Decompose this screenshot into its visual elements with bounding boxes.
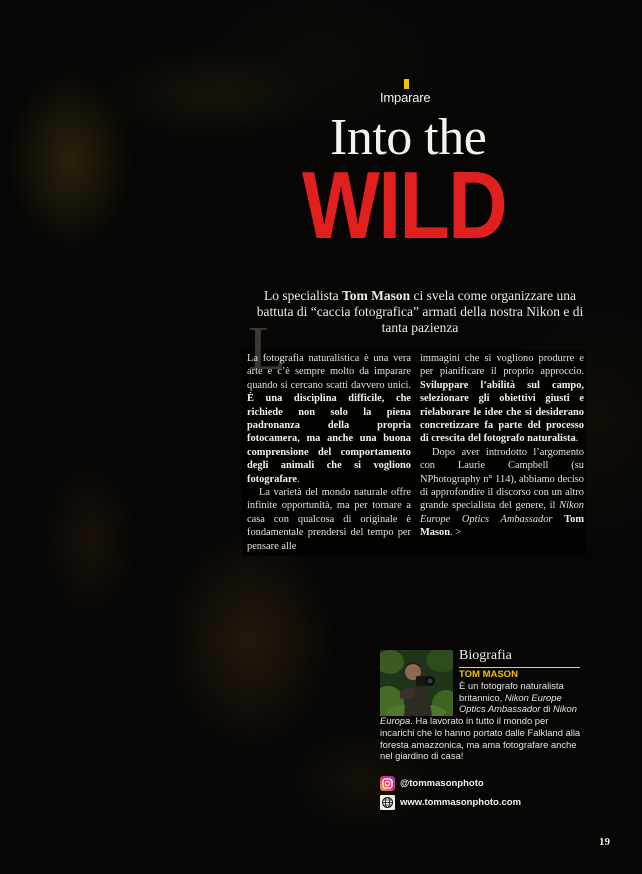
- standfirst-text-1: Lo specialista: [264, 288, 343, 303]
- p1-end: .: [297, 473, 300, 485]
- website-link[interactable]: [380, 795, 521, 810]
- instagram-icon: [380, 776, 395, 791]
- instagram-link[interactable]: [380, 776, 484, 791]
- standfirst-name: Tom Mason: [342, 288, 411, 303]
- page-number: 19: [599, 836, 610, 848]
- p3-end: . >: [450, 527, 462, 539]
- body-column-1: [247, 352, 411, 553]
- bio-text: [380, 680, 583, 762]
- p3-bold: Tom Mason: [420, 513, 584, 539]
- p3-italic: Nikon Europe Optics Ambassador: [420, 500, 584, 525]
- bio-text-5: . Ha lavorato in tutto il mondo per incarichi che lo hanno portato dalle Falkland alla foresta amazzonica, ma ama fotografare anche nel giardino di casa!: [380, 715, 581, 762]
- p2-text: La varietà del mondo naturale offre infinite opportunità, ma per tornare a casa con qualcosa di originale è fondamentale prendersi del tempo per pensare alle: [247, 487, 411, 552]
- bio-text-2: Nikon Europe Optics Ambassador: [459, 691, 562, 715]
- title-line-1: Into the: [330, 109, 487, 166]
- bio-text-3: di: [540, 703, 553, 715]
- paragraph-2: [247, 486, 411, 553]
- bio-title-rule: [459, 667, 580, 668]
- globe-icon: [380, 795, 395, 810]
- p2-end: .: [575, 433, 579, 445]
- drop-cap: L: [248, 315, 286, 383]
- paragraph-3: [420, 446, 584, 540]
- website-url: www.tommasonphoto.com: [400, 797, 522, 808]
- bio-title: Biografia: [459, 648, 512, 663]
- p2-cont-text: immagini che si vogliono produrre e per pianificare il proprio approccio.: [420, 353, 584, 378]
- bio-text-1: È un fotografo naturalista britannico,: [459, 680, 564, 703]
- paragraph-2-continued: [420, 352, 584, 446]
- p3-text: Dopo aver introdotto l’argomento con Laurie Campbell (su NPhotography n° 114), abbiamo deciso di approfondire il discorso con un altro grande specialista del genere, il: [420, 446, 584, 512]
- p2-bold: Sviluppare l’abilità sul campo, selezionare gli obiettivi giusti e rielaborare le idee che si desiderano concretizzare fa parte del processo di crescita del fotografo naturalista: [420, 379, 584, 445]
- section-label: Imparare: [380, 90, 431, 105]
- p1-bold: È una disciplina difficile, che richiede non solo la piena padronanza della propria fotocamera, ma anche una buona comprensione del comportamento degli animali che si vogliono fotografare: [247, 393, 411, 485]
- section-marker: [404, 79, 409, 89]
- body-column-2: [420, 352, 584, 540]
- instagram-handle: @tommasonphoto: [400, 778, 484, 789]
- standfirst: [255, 288, 585, 336]
- p3-space: [552, 514, 564, 525]
- bio-text-4: Nikon Europa: [380, 703, 577, 727]
- paragraph-1: [247, 352, 411, 486]
- p1-text: La fotografia naturalistica è una vera arte e c’è sempre molto da imparare quando si cercano scatti davvero unici.: [247, 353, 411, 391]
- bio-name: TOM MASON: [459, 669, 518, 680]
- title-line-2: WILD: [302, 152, 507, 259]
- bio-text-spacer: [380, 680, 459, 715]
- standfirst-text-2: ci svela come organizzare una battuta di “caccia fotografica” armati della nostra Nikon e di tanta pazienza: [256, 288, 584, 335]
